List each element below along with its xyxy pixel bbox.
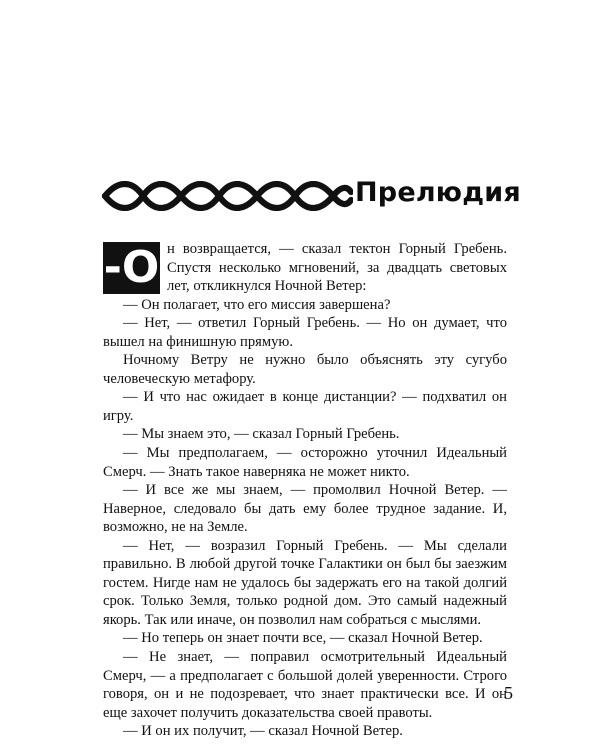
paragraph: — Мы знаем это, — сказал Горный Гребень. xyxy=(123,426,400,443)
drop-cap: -О xyxy=(103,242,160,293)
body-text xyxy=(103,240,507,741)
paragraph: — Не знает, — поправил осмотрительный Идеальный Смерч, — а предполагает с большой долей уверенности. Строго говоря, он и не подозревает, что знает практически все. И он еще захочет получить доказательства своей правоты. xyxy=(103,649,507,721)
paragraph: — Нет, — ответил Горный Гребень. — Но он думает, что вышел на финишную прямую. xyxy=(103,315,507,350)
chapter-title: Прелюдия xyxy=(355,177,521,208)
page-number: 5 xyxy=(504,683,513,703)
paragraph: — Нет, — возразил Горный Гребень. — Мы сделали правильно. В любой другой точке Галактики он был бы заезжим гостем. Нигде нам не удалось бы задержать его на такой долгий срок. Только Земля, только родной дом. Это самый надежный якорь. Так или иначе, он позволил нам собраться с мыслями. xyxy=(103,537,507,628)
paragraph: — И что нас ожидает в конце дистанции? — подхватил он игру. xyxy=(103,389,507,424)
paragraph: — Мы предполагаем, — осторожно уточнил Идеальный Смерч. — Знать такое наверняка не может никто. xyxy=(103,445,507,480)
paragraph: — Но теперь он знает почти все, — сказал Ночной Ветер. xyxy=(123,630,483,647)
paragraph: — Он полагает, что его миссия завершена? xyxy=(123,296,391,313)
paragraph: — И он их получит, — сказал Ночной Ветер. xyxy=(123,723,403,740)
paragraph: — И все же мы знаем, — промолвил Ночной Ветер. — Наверное, следовало бы дать ему более трудное задание. И, возможно, не на Земле. xyxy=(103,482,507,536)
chapter-heading xyxy=(101,177,521,214)
paragraph-text: н возвращается, — сказал тектон Горный Гребень. Спустя несколько мгновений, за двадцать световых лет, откликнулся Ночной Ветер: xyxy=(167,241,507,295)
paragraph: Ночному Ветру не нужно было объяснять эту сугубо человеческую метафору. xyxy=(103,352,507,387)
ornament-braid-icon xyxy=(101,181,353,211)
paragraph xyxy=(103,240,507,296)
